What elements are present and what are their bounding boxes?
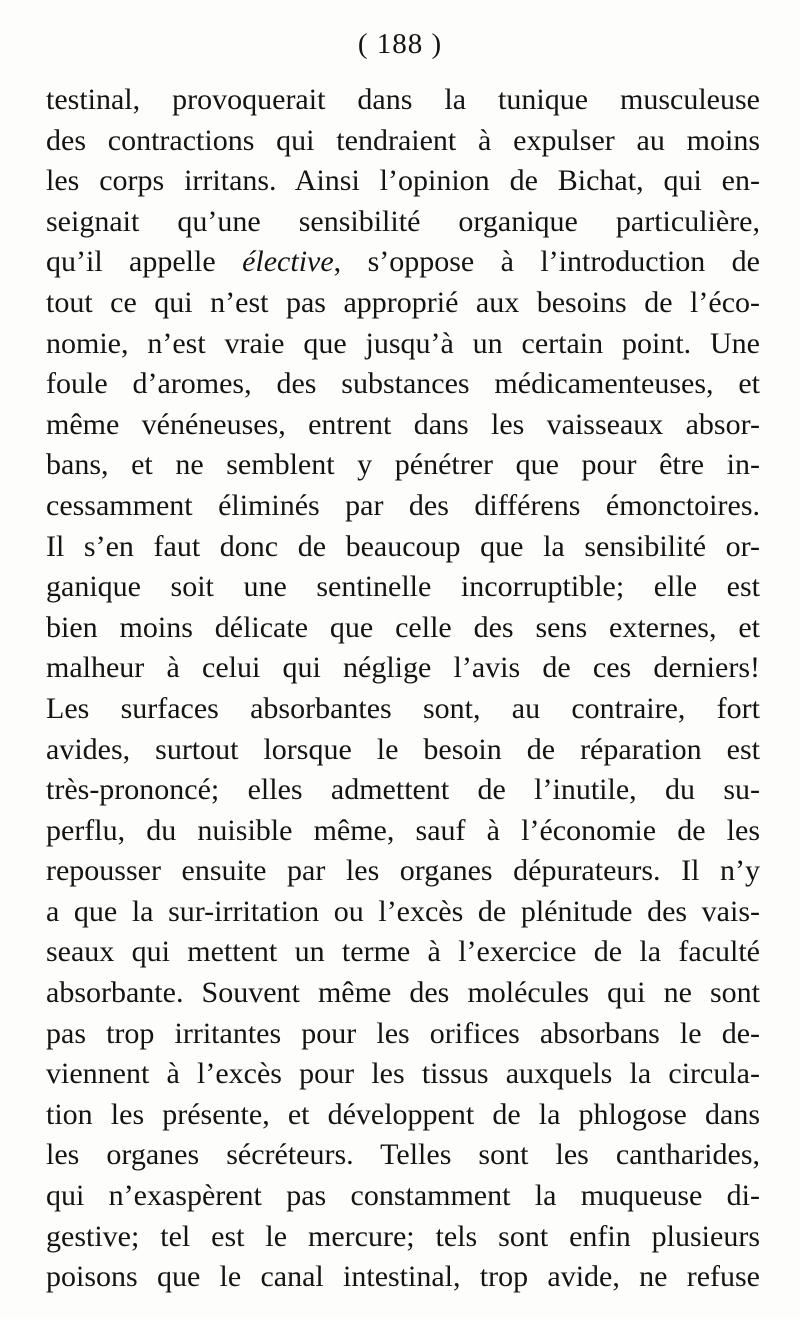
text-fragment: , s’oppose à l’introduction de <box>333 245 761 279</box>
body-text <box>46 80 760 1298</box>
text-line: des contractions qui tendraient à expulser au moins <box>46 123 760 157</box>
text-line: ganique soit une sentinelle incorruptible; elle est <box>46 570 760 604</box>
text-line: même vénéneuses, entrent dans les vaisseaux absor- <box>46 407 760 441</box>
text-line: gestive; tel est le mercure; tels sont enfin plusieurs <box>46 1219 760 1253</box>
text-line: foule d’aromes, des substances médicamenteuses, et <box>46 367 760 401</box>
text-line: poisons que le canal intestinal, trop avide, ne refuse <box>46 1260 760 1294</box>
text-line: tout ce qui n’est pas approprié aux besoins de l’éco- <box>46 285 760 319</box>
text-line: seignait qu’une sensibilité organique particulière, <box>46 204 760 238</box>
italic-term: élective <box>242 245 334 279</box>
text-line: cessamment éliminés par des différens émonctoires. <box>46 488 760 522</box>
text-line: les organes sécréteurs. Telles sont les cantharides, <box>46 1138 760 1172</box>
text-line: qui n’exaspèrent pas constamment la muqueuse di- <box>46 1179 760 1213</box>
text-line: bans, et ne semblent y pénétrer que pour être in- <box>46 448 760 482</box>
text-line: très-prononcé; elles admettent de l’inutile, du su- <box>46 773 760 807</box>
text-line: perflu, du nuisible même, sauf à l’économie de les <box>46 813 760 847</box>
text-line: nomie, n’est vraie que jusqu’à un certain point. Une <box>46 326 760 360</box>
text-line: viennent à l’excès pour les tissus auxquels la circula- <box>46 1057 760 1091</box>
text-line: pas trop irritantes pour les orifices absorbans le de- <box>46 1016 760 1050</box>
text-line <box>46 242 760 283</box>
text-line: Les surfaces absorbantes sont, au contraire, fort <box>46 691 760 725</box>
text-line: repousser ensuite par les organes dépurateurs. Il n’y <box>46 854 760 888</box>
text-fragment: qu’il appelle <box>46 245 243 279</box>
text-line: les corps irritans. Ainsi l’opinion de Bichat, qui en- <box>46 164 760 198</box>
text-line: avides, surtout lorsque le besoin de réparation est <box>46 732 760 766</box>
text-line: Il s’en faut donc de beaucoup que la sensibilité or- <box>46 529 760 563</box>
text-line: testinal, provoquerait dans la tunique musculeuse <box>46 83 760 116</box>
text-line: malheur à celui qui néglige l’avis de ces derniers! <box>46 651 760 685</box>
page-number: ( 188 ) <box>357 28 443 60</box>
text-line: tion les présente, et développent de la phlogose dans <box>46 1097 760 1131</box>
text-line: seaux qui mettent un terme à l’exercice de la faculté <box>46 935 760 969</box>
text-line: a que la sur-irritation ou l’excès de plénitude des vais- <box>46 894 760 928</box>
text-line: bien moins délicate que celle des sens externes, et <box>46 610 760 644</box>
text-line: absorbante. Souvent même des molécules qui ne sont <box>46 976 760 1010</box>
